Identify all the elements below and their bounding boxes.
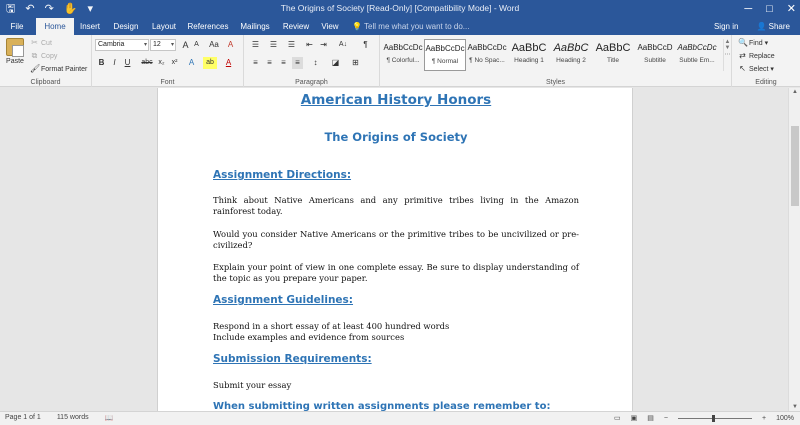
clipboard-icon xyxy=(6,38,24,56)
increase-indent-icon[interactable]: ⇥ xyxy=(320,40,327,49)
style-subtitle[interactable] xyxy=(634,39,676,71)
editing-group-label: Editing xyxy=(755,79,777,86)
touch-mode-icon[interactable]: ✋ xyxy=(63,3,78,15)
shading-icon[interactable]: ◪ xyxy=(331,58,340,67)
word-count[interactable]: 115 words xyxy=(56,414,89,421)
ribbon-tabs xyxy=(0,18,800,35)
style-sample: AaBbCcDc xyxy=(425,44,465,53)
zoom-level[interactable]: 100% xyxy=(776,414,794,422)
editing-group xyxy=(732,35,800,87)
replace-icon: ⇄ xyxy=(739,51,746,60)
share-label: Share xyxy=(768,22,790,31)
tab-file[interactable]: File xyxy=(10,22,24,31)
styles-group-label: Styles xyxy=(545,79,566,86)
style-colorful[interactable] xyxy=(382,39,424,71)
align-right-icon[interactable]: ≡ xyxy=(281,58,286,67)
style-title[interactable] xyxy=(592,39,634,71)
vertical-scrollbar[interactable] xyxy=(788,88,800,411)
style-normal[interactable] xyxy=(424,39,466,71)
print-layout-icon[interactable]: ▣ xyxy=(630,415,638,422)
doc-subtitle: The Origins of Society xyxy=(324,130,468,144)
paragraph: Include examples and evidence from sources xyxy=(213,332,405,342)
clipboard-group xyxy=(0,35,92,87)
styles-gallery xyxy=(382,39,722,71)
tab-insert[interactable]: Insert xyxy=(79,22,100,31)
zoom-slider-knob[interactable] xyxy=(712,415,715,422)
person-icon: 👤 xyxy=(756,22,767,31)
text-effects-button[interactable]: A xyxy=(188,58,195,67)
doc-title: American History Honors xyxy=(300,92,492,108)
align-center-icon[interactable]: ≡ xyxy=(267,58,272,67)
status-bar xyxy=(0,411,800,425)
styles-scroll[interactable] xyxy=(723,39,731,71)
style-sample: AaBbC xyxy=(595,42,631,54)
italic-button[interactable]: I xyxy=(113,58,116,67)
strikethrough-button[interactable]: abc xyxy=(141,59,153,66)
bullets-icon[interactable]: ☰ xyxy=(251,40,260,49)
font-size-select[interactable] xyxy=(150,39,176,51)
find-label: Find xyxy=(749,40,763,47)
show-formatting-button[interactable]: ¶ xyxy=(363,40,368,49)
save-icon[interactable]: 🖫 xyxy=(6,3,16,15)
paste-label: Paste xyxy=(6,58,24,65)
paintbrush-icon: 🖌 xyxy=(30,64,41,73)
style-subtle-emphasis[interactable] xyxy=(676,39,718,71)
tab-layout[interactable]: Layout xyxy=(151,22,177,31)
lightbulb-icon: 💡 xyxy=(352,22,362,31)
paragraph: Respond in a short essay of at least 400 hundred words xyxy=(213,321,450,331)
section-heading: When submitting written assignments please remember to: xyxy=(213,401,551,411)
style-sample: AaBbCcDc xyxy=(677,43,717,52)
style-name: Title xyxy=(606,57,620,64)
numbering-icon[interactable]: ☰ xyxy=(269,40,278,49)
paragraph-group xyxy=(244,35,380,87)
scrollbar-thumb[interactable] xyxy=(791,126,799,206)
chevron-down-icon: ▾ xyxy=(170,42,174,48)
format-painter-label: Format Painter xyxy=(41,66,88,73)
paste-button[interactable] xyxy=(4,38,26,65)
cursor-icon: ↖ xyxy=(739,64,746,73)
sort-icon[interactable]: A↓ xyxy=(338,41,348,48)
style-heading-1[interactable] xyxy=(508,39,550,71)
font-family-value: Cambria xyxy=(98,41,125,48)
tab-references[interactable]: References xyxy=(187,22,229,31)
shrink-font-button[interactable]: A xyxy=(194,41,199,48)
tell-me-text: Tell me what you want to do... xyxy=(364,22,470,31)
underline-button[interactable]: U xyxy=(124,58,131,67)
style-sample: AaBbCcDc xyxy=(467,43,507,52)
replace-label: Replace xyxy=(749,53,775,60)
multilevel-list-icon[interactable]: ☰ xyxy=(287,40,296,49)
format-painter-button[interactable] xyxy=(30,64,87,73)
paragraph: Submit your essay xyxy=(213,380,292,390)
tell-me-box[interactable] xyxy=(352,18,469,35)
web-layout-icon[interactable]: ▤ xyxy=(647,415,654,422)
paragraph-group-label: Paragraph xyxy=(295,79,328,86)
copy-button[interactable] xyxy=(30,51,57,61)
style-name: Heading 1 xyxy=(514,57,544,64)
section-heading: Assignment Guidelines: xyxy=(213,294,354,306)
bold-button[interactable]: B xyxy=(98,58,105,67)
chevron-up-icon[interactable]: ▲ xyxy=(724,39,731,45)
replace-button[interactable] xyxy=(738,51,775,60)
title-bar xyxy=(0,0,800,18)
subscript-button[interactable]: x₂ xyxy=(158,59,165,66)
style-sample: AaBbCcDc xyxy=(383,43,423,52)
section-heading: Submission Requirements: xyxy=(213,353,372,365)
font-group-label: Font xyxy=(160,79,175,86)
paragraph: Would you consider Native Americans or the primitive tribes to be uncivilized or pre-civilized? xyxy=(213,229,579,250)
select-label: Select xyxy=(749,66,769,73)
tab-mailings[interactable]: Mailings xyxy=(240,22,270,31)
change-case-button[interactable]: Aa xyxy=(209,40,219,49)
scissors-icon: ✂ xyxy=(31,38,38,47)
cut-label: Cut xyxy=(41,40,52,47)
close-button[interactable]: ✕ xyxy=(786,3,796,15)
style-name: ¶ Normal xyxy=(431,58,459,65)
tab-view[interactable]: View xyxy=(321,22,339,31)
zoom-out-button[interactable]: − xyxy=(663,414,668,422)
line-spacing-icon[interactable]: ↕ xyxy=(313,58,318,67)
minimize-button[interactable]: ─ xyxy=(744,3,753,15)
scroll-up-icon[interactable]: ▲ xyxy=(792,89,798,95)
customize-qat-icon[interactable]: ▾ xyxy=(87,3,94,15)
style-sample: AaBbC xyxy=(511,42,547,54)
select-button[interactable]: ↖ Select ▾ xyxy=(739,64,774,73)
style-name: Subtle Em... xyxy=(679,57,715,64)
tab-review[interactable]: Review xyxy=(282,22,310,31)
document-canvas xyxy=(0,88,800,411)
font-family-select[interactable] xyxy=(95,39,149,51)
font-group xyxy=(92,35,244,87)
style-name: ¶ No Spac... xyxy=(469,57,505,64)
font-color-button[interactable]: A xyxy=(225,58,232,67)
cut-button[interactable] xyxy=(30,38,52,47)
style-sample: AaBbC xyxy=(553,42,589,54)
clipboard-group-label: Clipboard xyxy=(30,79,61,86)
search-icon: 🔍 xyxy=(738,38,748,47)
scroll-down-icon[interactable]: ▼ xyxy=(792,404,798,410)
zoom-slider[interactable] xyxy=(678,415,752,421)
read-mode-icon[interactable]: ▭ xyxy=(614,415,621,422)
section-heading: Assignment Directions: xyxy=(213,169,352,181)
style-name: Subtitle xyxy=(644,57,666,64)
tab-design[interactable]: Design xyxy=(113,22,139,31)
maximize-button[interactable]: □ xyxy=(766,3,773,15)
zoom-in-button[interactable]: + xyxy=(762,414,767,422)
borders-icon[interactable]: ⊞ xyxy=(352,58,359,67)
style-sample: AaBbCcD xyxy=(637,43,673,52)
sign-in-link[interactable]: Sign in xyxy=(713,22,739,31)
clear-formatting-button[interactable]: A xyxy=(227,40,234,49)
font-size-value: 12 xyxy=(153,41,161,48)
style-name: ¶ Colorful... xyxy=(386,57,420,64)
copy-icon: ⧉ xyxy=(31,51,38,60)
decrease-indent-icon[interactable]: ⇤ xyxy=(306,40,313,49)
ribbon xyxy=(0,35,800,87)
redo-icon[interactable]: ↷ xyxy=(44,3,54,15)
align-left-icon[interactable]: ≡ xyxy=(253,58,258,67)
justify-icon[interactable]: ≡ xyxy=(292,57,303,69)
paragraph: Think about Native Americans and any primitive tribes living in the Amazon rainforest today. xyxy=(213,195,579,216)
chevron-down-icon: ▾ xyxy=(143,42,147,48)
highlight-button[interactable]: ab xyxy=(203,57,217,69)
proofing-icon[interactable]: 📖 xyxy=(104,415,114,422)
superscript-button[interactable]: x² xyxy=(171,59,178,66)
share-button[interactable] xyxy=(756,18,790,35)
window-title: The Origins of Society [Read-Only] [Compatibility Mode] - Word xyxy=(280,3,520,13)
grow-font-button[interactable]: A xyxy=(182,40,189,50)
more-styles-icon[interactable]: ⋯ xyxy=(724,52,731,58)
undo-icon[interactable]: ↶ xyxy=(25,3,35,15)
find-button[interactable]: 🔍Find ▾ xyxy=(738,38,769,47)
chevron-down-icon[interactable]: ▼ xyxy=(724,45,731,51)
copy-label: Copy xyxy=(41,53,58,60)
style-name: Heading 2 xyxy=(556,57,586,64)
style-no-spacing[interactable] xyxy=(466,39,508,71)
tab-home[interactable]: Home xyxy=(36,18,74,35)
document-page[interactable] xyxy=(157,88,633,411)
page-count[interactable]: Page 1 of 1 xyxy=(5,414,41,421)
paragraph: Explain your point of view in one complete essay. Be sure to display understanding of the topic as you prepare your paper. xyxy=(213,262,579,283)
style-heading-2[interactable] xyxy=(550,39,592,71)
